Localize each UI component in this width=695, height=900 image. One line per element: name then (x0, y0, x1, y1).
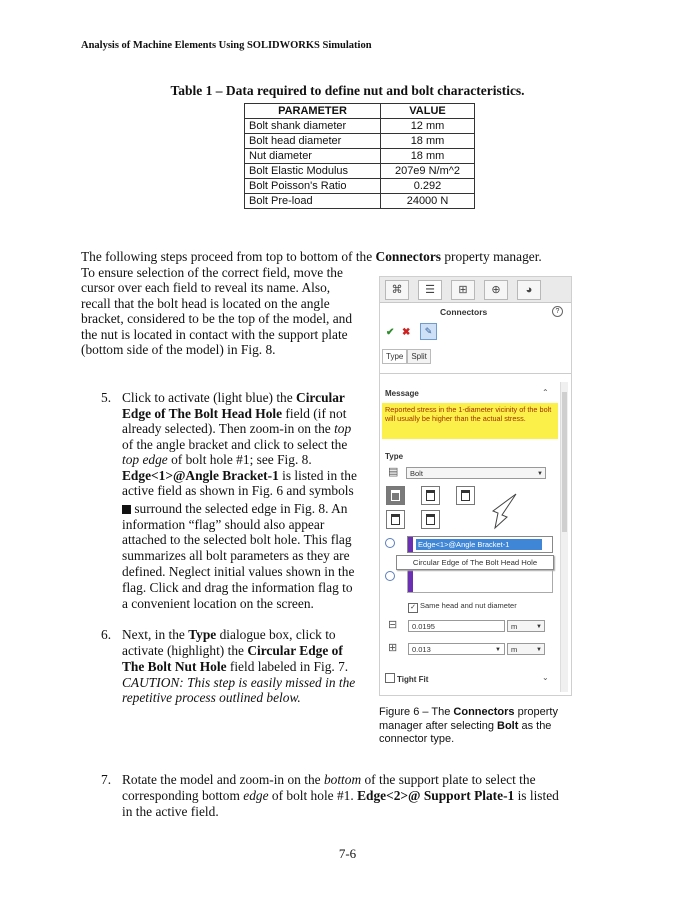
step-5-line: already selected). Then zoom-in on the top (122, 421, 352, 436)
help-icon[interactable]: ? (552, 306, 563, 317)
table-cell-value: 12 mm (381, 119, 475, 134)
selected-edge[interactable]: Edge<1>@Angle Bracket-1 (416, 539, 542, 550)
same-diameter-checkbox[interactable]: ✓ Same head and nut diameter (408, 601, 517, 613)
intro-line: bracket, considered to be the top of the model, and (81, 311, 353, 326)
intro-line: recall that the bolt head is located on the angle (81, 296, 330, 311)
step-5-line: top edge of bolt hole #1; see Fig. 8. (122, 452, 312, 467)
table-row (245, 149, 475, 164)
collapse-caret-icon[interactable]: ⌃ (542, 388, 549, 397)
table-cell-value: 18 mm (381, 134, 475, 149)
intro-line: the nut is located in contact with the support plate (81, 327, 348, 342)
ok-button[interactable]: ✔ (386, 327, 395, 338)
configuration-icon[interactable]: ⊞ (451, 280, 475, 300)
shank-diameter-input[interactable]: 0.013 ▼ (408, 643, 505, 655)
shank-unit-select[interactable]: m ▼ (507, 643, 545, 655)
panel-scrollbar[interactable] (560, 382, 568, 692)
chevron-down-icon: ▼ (537, 471, 543, 477)
step-7-number: 7. (101, 772, 112, 787)
countersink-bolt-icon[interactable] (456, 486, 475, 505)
table-cell-param: Bolt Elastic Modulus (245, 164, 381, 179)
step-5-line: defined. Neglect initial values shown in the (122, 564, 355, 579)
table-cell-param: Bolt Pre-load (245, 194, 381, 209)
scrollbar-thumb[interactable] (562, 392, 567, 532)
step-5-line: a convenient location on the screen. (122, 596, 314, 611)
step-5-line: Edge of The Bolt Head Hole field (if not (122, 406, 347, 421)
table-row (245, 134, 475, 149)
feature-manager-tabs (380, 277, 571, 303)
message-header[interactable]: Message (385, 389, 419, 398)
table-header-row (245, 104, 475, 119)
table-header-parameter: PARAMETER (245, 104, 381, 119)
step-5-line: Edge<1>@Angle Bracket-1 is listed in the (122, 468, 357, 483)
standard-bolt-icon[interactable] (386, 486, 405, 505)
step-6-line: repetitive process outlined below. (122, 690, 301, 705)
tab-type[interactable]: Type (382, 349, 407, 364)
step-7-line: in the active field. (122, 804, 219, 819)
figure-caption: Figure 6 – The Connectors property manager after selecting Bolt as the connector type. (379, 706, 558, 745)
step-5-line: Click to activate (light blue) the Circular (122, 390, 345, 405)
step-7-line: Rotate the model and zoom-in on the bottom of the support plate to select the (122, 772, 536, 787)
head-unit-select[interactable]: m ▼ (507, 620, 545, 632)
step-7-line: corresponding bottom edge of bolt hole #1. Edge<2>@ Support Plate-1 is listed (122, 788, 559, 803)
table-cell-value: 18 mm (381, 149, 475, 164)
step-5-line: summarizes all bolt parameters as they are (122, 548, 350, 563)
table-cell-param: Nut diameter (245, 149, 381, 164)
table-row (245, 179, 475, 194)
edge-symbol-icon (122, 505, 131, 514)
step-6-line: Next, in the Type dialogue box, click to (122, 627, 336, 642)
table-caption: Table 1 – Data required to define nut and bolt characteristics. (170, 83, 525, 98)
intro-line: (bottom side of the model) in Fig. 8. (81, 342, 276, 357)
table-cell-param: Bolt shank diameter (245, 119, 381, 134)
head-diameter-icon: ⊟ (388, 619, 398, 631)
pointer-arrow-icon (490, 491, 520, 531)
table-cell-value: 24000 N (381, 194, 475, 209)
circular-edge-icon (385, 571, 395, 581)
counterbore-bolt-icon[interactable] (421, 486, 440, 505)
step-5-line: active field as shown in Fig. 6 and symbols (122, 483, 354, 498)
display-manager-icon[interactable]: ◕ (517, 280, 541, 300)
table-cell-param: Bolt Poisson's Ratio (245, 179, 381, 194)
foundation-bolt-icon[interactable] (386, 510, 405, 529)
tight-fit-checkbox[interactable]: Tight Fit (385, 673, 428, 684)
table-header-value: VALUE (381, 104, 475, 119)
step-5-number: 5. (101, 390, 112, 405)
circular-edge-icon (385, 538, 395, 548)
feature-tree-icon[interactable]: ⌘ (385, 280, 409, 300)
step-6-line: activate (highlight) the Circular Edge of (122, 643, 343, 658)
table-row (245, 119, 475, 134)
table-row (245, 194, 475, 209)
connector-type-select[interactable]: Bolt ▼ (406, 467, 546, 479)
chevron-down-icon: ▼ (536, 624, 542, 630)
table-cell-value: 0.292 (381, 179, 475, 194)
message-box: Reported stress in the 1-diameter vicinity of the bolt will usually be higher than the actual stress. (382, 403, 558, 439)
expand-caret-icon[interactable]: ⌄ (542, 673, 549, 682)
step-5-line: attached to the selected bolt hole. This flag (122, 532, 352, 547)
table-cell-value: 207e9 N/m^2 (381, 164, 475, 179)
type-header[interactable]: Type (385, 452, 404, 461)
table-row (245, 164, 475, 179)
intro-line-1: The following steps proceed from top to bottom of the Connectors property manager. (81, 249, 542, 264)
field-tooltip: Circular Edge of The Bolt Head Hole (396, 555, 554, 570)
step-5-line: surround the selected edge in Fig. 8. An (122, 501, 347, 517)
property-manager-icon[interactable]: ☰ (418, 280, 442, 300)
step-5-line: information “flag” should also appear (122, 517, 325, 532)
cancel-button[interactable]: ✖ (402, 327, 411, 338)
intro-line: cursor over each field to reveal its name. Also, (81, 280, 331, 295)
step-6-line: CAUTION: This step is easily missed in the (122, 675, 356, 690)
tapped-bolt-icon[interactable] (421, 510, 440, 529)
pin-icon[interactable]: ✎ (420, 323, 437, 340)
bolt-head-edge-field[interactable] (407, 536, 553, 553)
chevron-down-icon: ▼ (495, 647, 501, 653)
step-5-line: of the angle bracket and click to select the (122, 437, 348, 452)
shank-diameter-icon: ⊞ (388, 642, 398, 654)
connectors-property-manager (379, 276, 572, 696)
page-number: 7-6 (338, 846, 357, 861)
chevron-down-icon: ▼ (536, 647, 542, 653)
head-diameter-input[interactable]: 0.0195 (408, 620, 505, 632)
running-header: Analysis of Machine Elements Using SOLIDWORKS Simulation (81, 40, 372, 51)
table-cell-param: Bolt head diameter (245, 134, 381, 149)
panel-title: Connectors (440, 307, 488, 317)
step-6-line: The Bolt Nut Hole field labeled in Fig. 7. (122, 659, 349, 674)
parameter-table (244, 103, 475, 209)
intro-line: To ensure selection of the correct field, move the (81, 265, 343, 280)
bolt-type-icon: ▤ (388, 466, 399, 478)
divider (380, 373, 571, 374)
step-5-line: flag. Click and drag the information flag to (122, 580, 353, 595)
dimxpert-icon[interactable]: ⊕ (484, 280, 508, 300)
tab-split[interactable]: Split (407, 349, 431, 364)
step-6-number: 6. (101, 627, 112, 642)
panel-subtabs (382, 349, 431, 364)
